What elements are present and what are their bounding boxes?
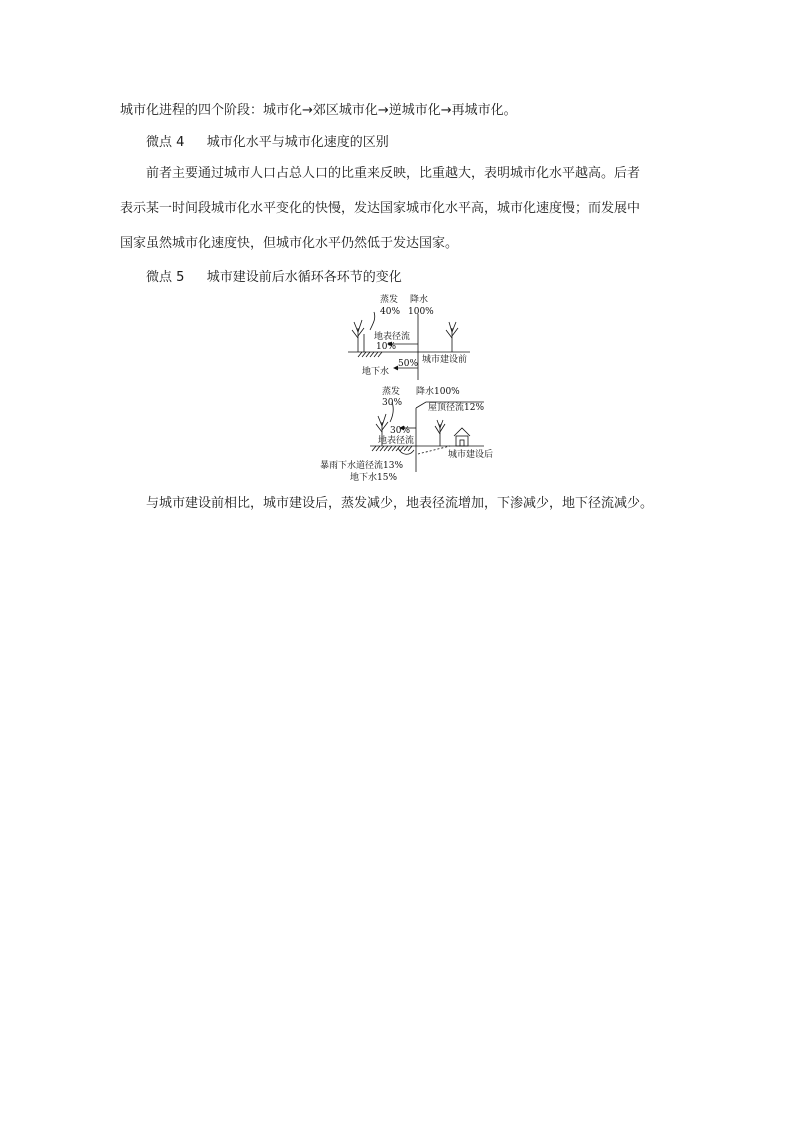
paragraph-line xyxy=(120,199,690,218)
after-evap-value: 30% xyxy=(382,398,403,408)
after-runoff-label: 地表径流 xyxy=(378,436,415,446)
ground-hatch-before xyxy=(358,352,382,357)
after-rain-label: 降水100% xyxy=(416,387,460,397)
evaporation-arrow xyxy=(370,312,375,330)
after-runoff-value: 30% xyxy=(390,426,411,436)
section-title: 城市化水平与城市化速度的区别 xyxy=(206,135,389,150)
paragraph-text: 国家虽然城市化速度快，但城市化水平仍然低于发达国家。 xyxy=(120,236,459,251)
before-runoff-label: 地表径流 xyxy=(374,332,411,342)
before-evap-label: 蒸发 xyxy=(380,295,399,305)
paragraph-urbanization-stages xyxy=(120,101,690,120)
after-groundwater-label: 地下水15% xyxy=(350,473,398,483)
after-storm-drain-label: 暴雨下水道径流13% xyxy=(320,461,404,471)
tree-icon xyxy=(446,322,458,352)
before-rain-label: 降水 xyxy=(410,295,429,305)
section-heading-point-5 xyxy=(146,268,716,287)
before-rain-value: 100% xyxy=(408,307,434,317)
before-infiltration-value: 50% xyxy=(398,359,419,369)
section-number: 微点 5 xyxy=(146,270,185,285)
before-evap-value: 40% xyxy=(380,307,401,317)
paragraph-text: 表示某一时间段城市化水平变化的快慢，发达国家城市化水平高，城市化速度慢；而发展中 xyxy=(120,201,641,216)
ground-hatch-after xyxy=(372,446,412,451)
paragraph-conclusion xyxy=(146,494,716,513)
paragraph-text: 前者主要通过城市人口占总人口的比重来反映，比重越大，表明城市化水平越高。后者 xyxy=(146,166,641,181)
tree-icon xyxy=(352,320,364,352)
before-caption: 城市建设前 xyxy=(422,355,468,365)
before-groundwater-label: 地下水 xyxy=(362,367,390,377)
underground-dashed-line xyxy=(418,446,450,454)
water-cycle-svg xyxy=(310,290,510,486)
section-number: 微点 4 xyxy=(146,135,185,150)
tree-icon xyxy=(435,420,445,446)
after-roof-runoff-label: 屋顶径流12% xyxy=(428,403,485,413)
paragraph-line xyxy=(146,164,716,183)
water-cycle-diagram xyxy=(310,290,510,486)
section-title: 城市建设前后水循环各环节的变化 xyxy=(206,270,402,285)
after-caption: 城市建设后 xyxy=(448,450,494,460)
paragraph-text: 与城市建设前相比，城市建设后，蒸发减少，地表径流增加，下渗减少，地下径流减少。 xyxy=(146,496,654,511)
before-runoff-value: 10% xyxy=(376,342,397,352)
section-heading-point-4 xyxy=(146,133,716,152)
house-icon xyxy=(454,428,470,446)
paragraph-line xyxy=(120,234,690,253)
paragraph-text: 城市化进程的四个阶段：城市化→郊区城市化→逆城市化→再城市化。 xyxy=(120,103,517,118)
after-evap-label: 蒸发 xyxy=(382,387,401,397)
